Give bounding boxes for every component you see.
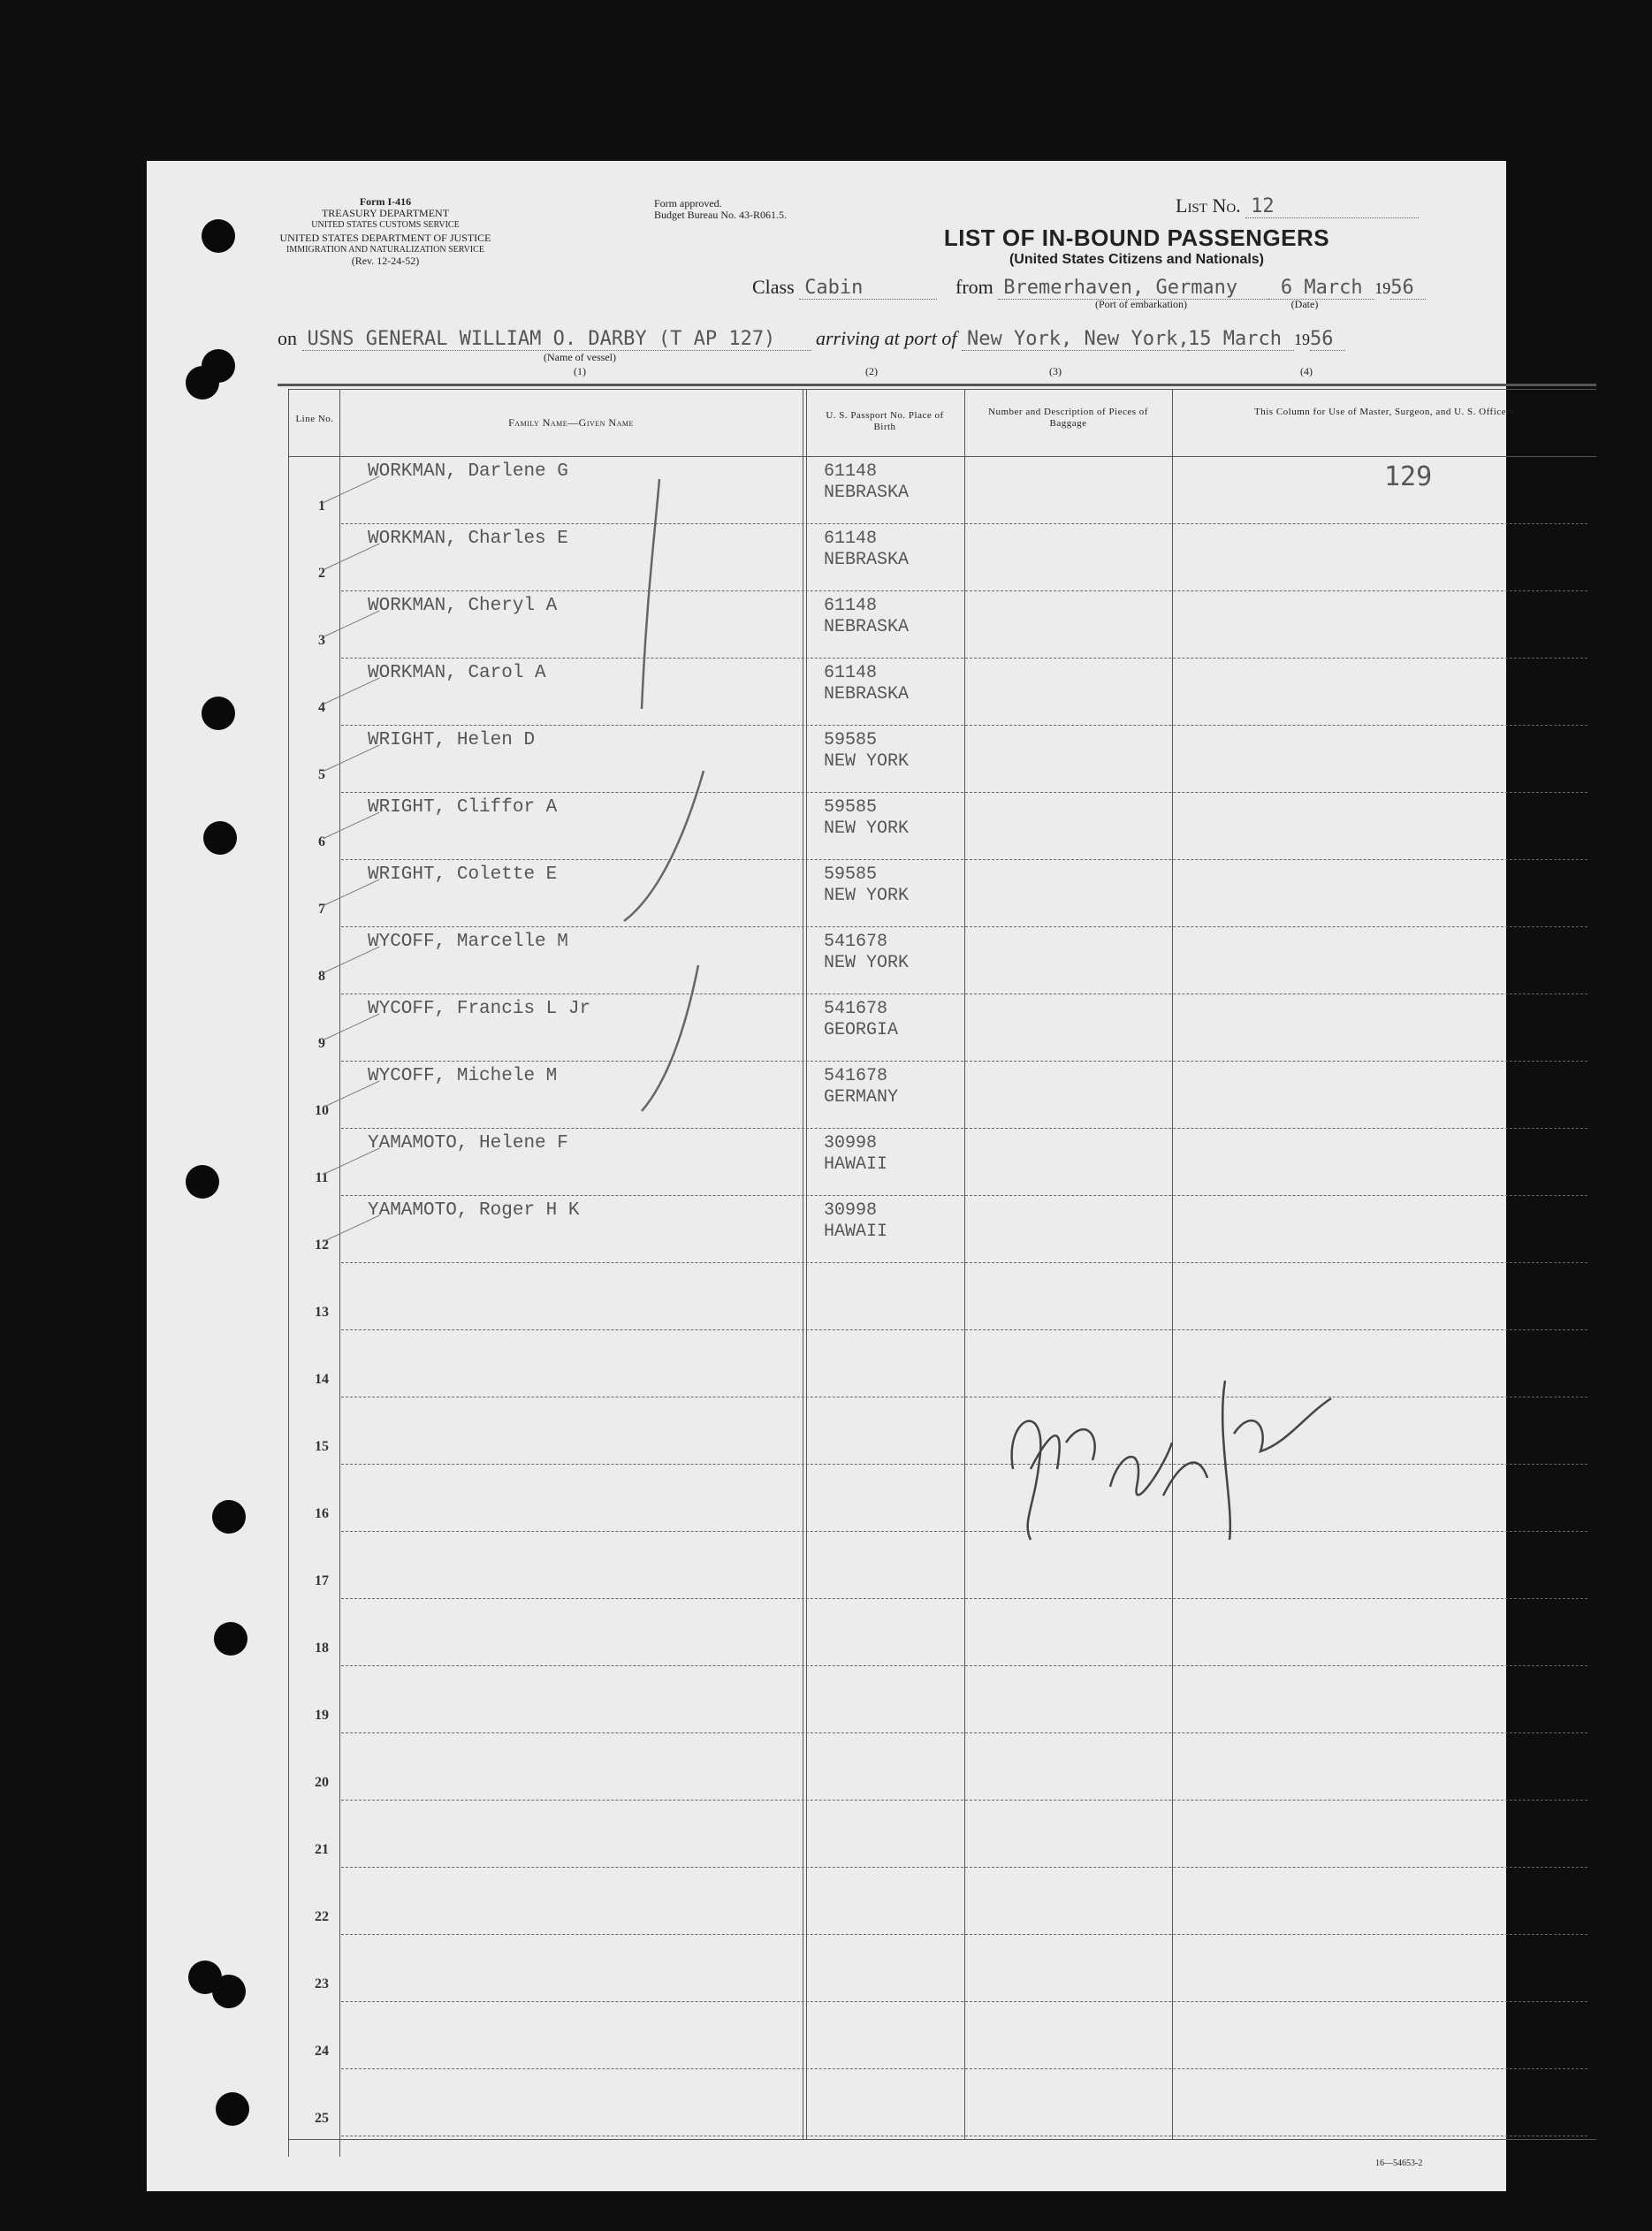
family-name: WRIGHT bbox=[368, 730, 435, 750]
punch-hole bbox=[202, 219, 235, 253]
passenger-name: WORKMAN, Charles E bbox=[368, 529, 568, 549]
line-number: 25 bbox=[315, 2111, 329, 2126]
passport-number: 30998 bbox=[824, 1133, 878, 1154]
given-name: Helen D bbox=[456, 730, 536, 750]
family-name: WORKMAN bbox=[368, 529, 446, 549]
family-name: YAMAMOTO bbox=[368, 1200, 457, 1221]
arrival-port: New York, New York, bbox=[962, 328, 1188, 351]
line-number: 11 bbox=[315, 1170, 329, 1185]
line-number: 10 bbox=[315, 1103, 329, 1118]
line-number: 24 bbox=[315, 2044, 329, 2059]
on-label: on bbox=[278, 327, 297, 349]
pencil-tick-3 bbox=[642, 965, 698, 1111]
tick-marks bbox=[147, 161, 1506, 2191]
manifest-page bbox=[147, 161, 1514, 2191]
family-name: WORKMAN bbox=[368, 461, 446, 482]
line-number: 1 bbox=[318, 499, 325, 514]
given-name: Marcelle M bbox=[456, 932, 568, 952]
passenger-name: WRIGHT, Colette E bbox=[368, 864, 558, 885]
col-header-line-no: Line No. bbox=[295, 414, 334, 424]
list-number-label: List No. bbox=[1176, 194, 1241, 217]
birthplace: NEBRASKA bbox=[824, 483, 910, 503]
passport-number: 30998 bbox=[824, 1200, 878, 1221]
passenger-name: WYCOFF, Marcelle M bbox=[368, 932, 568, 952]
customs-service: UNITED STATES CUSTOMS SERVICE bbox=[311, 220, 460, 230]
pencil-tick-2 bbox=[624, 771, 704, 921]
departure-date: 6 March bbox=[1268, 277, 1374, 300]
given-name: Helene F bbox=[479, 1133, 568, 1154]
birthplace: HAWAII bbox=[824, 1154, 888, 1175]
class-label: Class bbox=[752, 276, 795, 298]
birthplace: GERMANY bbox=[824, 1087, 899, 1108]
line-number: 6 bbox=[318, 834, 325, 849]
passport-number: 61148 bbox=[824, 461, 878, 482]
punch-hole bbox=[212, 1975, 246, 2008]
col-ref-1: (1) bbox=[574, 365, 586, 377]
col-ref-4: (4) bbox=[1300, 365, 1313, 377]
line-number: 3 bbox=[318, 633, 325, 648]
passenger-name: WORKMAN, Darlene G bbox=[368, 461, 568, 482]
passport-number: 59585 bbox=[824, 730, 878, 750]
passenger-name: YAMAMOTO, Roger H K bbox=[368, 1200, 580, 1221]
given-name: Cliffor A bbox=[456, 797, 558, 818]
treasury-dept: TREASURY DEPARTMENT bbox=[321, 207, 450, 219]
punch-hole bbox=[212, 1500, 246, 1534]
punch-hole bbox=[216, 2092, 249, 2126]
given-name: Francis L Jr bbox=[456, 999, 591, 1019]
line-number: 4 bbox=[318, 700, 325, 715]
passenger-name: WRIGHT, Helen D bbox=[368, 730, 536, 750]
birthplace: HAWAII bbox=[824, 1222, 888, 1242]
col-header-baggage: Number and Description of Pieces of Baggage bbox=[988, 407, 1148, 429]
ins-service: IMMIGRATION AND NATURALIZATION SERVICE bbox=[286, 245, 484, 255]
family-name: WYCOFF bbox=[368, 999, 435, 1019]
year-prefix: 19 bbox=[1374, 279, 1391, 297]
line-number: 21 bbox=[315, 1842, 329, 1857]
birthplace: NEW YORK bbox=[824, 953, 910, 973]
given-name: Charles E bbox=[468, 529, 568, 549]
line-number: 2 bbox=[318, 566, 325, 581]
line-number: 19 bbox=[315, 1708, 329, 1723]
list-number-value: 12 bbox=[1245, 195, 1419, 218]
passport-number: 59585 bbox=[824, 797, 878, 818]
passenger-name: WYCOFF, Francis L Jr bbox=[368, 999, 591, 1019]
given-name: Darlene G bbox=[468, 461, 568, 482]
birthplace: NEBRASKA bbox=[824, 684, 910, 704]
revision-date: (Rev. 12-24-52) bbox=[351, 255, 420, 267]
officer-count: 129 bbox=[1384, 461, 1433, 492]
birthplace: NEBRASKA bbox=[824, 550, 910, 570]
given-name: Carol A bbox=[468, 663, 546, 683]
col-ref-3: (3) bbox=[1049, 365, 1062, 377]
given-name: Colette E bbox=[456, 864, 558, 885]
passport-number: 541678 bbox=[824, 999, 888, 1019]
punch-hole bbox=[186, 1165, 219, 1199]
form-number: Form I-416 bbox=[359, 195, 412, 208]
col-header-passport: U. S. Passport No. Place of Birth bbox=[826, 410, 944, 432]
budget-bureau: Budget Bureau No. 43-R061.5. bbox=[654, 209, 787, 221]
passport-number: 541678 bbox=[824, 1066, 888, 1086]
col-header-name: Family Name—Given Name bbox=[508, 416, 634, 429]
from-label: from bbox=[955, 276, 993, 298]
line-number: 5 bbox=[318, 767, 325, 782]
passport-number: 61148 bbox=[824, 596, 878, 616]
line-number: 18 bbox=[315, 1641, 329, 1656]
punch-hole bbox=[202, 697, 235, 730]
family-name: YAMAMOTO bbox=[368, 1133, 457, 1154]
embark-caption: (Port of embarkation) bbox=[1095, 298, 1187, 310]
passenger-name: WYCOFF, Michele M bbox=[368, 1066, 558, 1086]
form-approved: Form approved. bbox=[654, 197, 722, 209]
vessel-name: USNS GENERAL WILLIAM O. DARBY (T AP 127) bbox=[302, 328, 811, 351]
passport-number: 61148 bbox=[824, 529, 878, 549]
family-name: WYCOFF bbox=[368, 1066, 435, 1086]
line-number: 14 bbox=[315, 1372, 329, 1387]
family-name: WORKMAN bbox=[368, 663, 446, 683]
line-number: 13 bbox=[315, 1305, 329, 1320]
arrival-date: 15 March bbox=[1188, 328, 1294, 351]
given-name: Roger H K bbox=[479, 1200, 580, 1221]
footer-code: 16—54653-2 bbox=[1375, 2159, 1423, 2168]
line-number: 17 bbox=[315, 1573, 329, 1588]
line-number: 22 bbox=[315, 1909, 329, 1924]
officer-signature bbox=[995, 1363, 1367, 1557]
line-number: 9 bbox=[318, 1036, 325, 1051]
passenger-name: YAMAMOTO, Helene F bbox=[368, 1133, 568, 1154]
line-number: 8 bbox=[318, 969, 325, 984]
date-caption: (Date) bbox=[1290, 298, 1319, 310]
passenger-name: WRIGHT, Cliffor A bbox=[368, 797, 558, 818]
passport-number: 541678 bbox=[824, 932, 888, 952]
line-number: 20 bbox=[315, 1775, 329, 1790]
vessel-caption: (Name of vessel) bbox=[544, 351, 616, 363]
departure-year: 56 bbox=[1390, 277, 1426, 300]
justice-dept: UNITED STATES DEPARTMENT OF JUSTICE bbox=[279, 232, 491, 244]
given-name: Michele M bbox=[456, 1066, 558, 1086]
passenger-name: WORKMAN, Cheryl A bbox=[368, 596, 558, 616]
col-ref-2: (2) bbox=[865, 365, 878, 377]
line-number: 12 bbox=[315, 1237, 329, 1253]
passenger-name: WORKMAN, Carol A bbox=[368, 663, 546, 683]
embarkation-port: Bremerhaven, Germany bbox=[998, 277, 1268, 300]
class-value: Cabin bbox=[799, 277, 937, 300]
punch-hole bbox=[203, 821, 237, 855]
birthplace: NEW YORK bbox=[824, 751, 910, 772]
passport-number: 59585 bbox=[824, 864, 878, 885]
punch-hole bbox=[214, 1622, 247, 1656]
family-name: WORKMAN bbox=[368, 596, 446, 616]
birthplace: GEORGIA bbox=[824, 1020, 899, 1040]
page-subtitle: (United States Citizens and Nationals) bbox=[1009, 252, 1265, 267]
family-name: WRIGHT bbox=[368, 864, 435, 885]
line-number: 16 bbox=[315, 1506, 329, 1521]
arrival-year: 56 bbox=[1310, 328, 1345, 351]
passport-number: 61148 bbox=[824, 663, 878, 683]
pencil-tick-1 bbox=[642, 479, 659, 709]
given-name: Cheryl A bbox=[468, 596, 558, 616]
line-number: 15 bbox=[315, 1439, 329, 1454]
family-name: WRIGHT bbox=[368, 797, 435, 818]
birthplace: NEW YORK bbox=[824, 886, 910, 906]
birthplace: NEW YORK bbox=[824, 819, 910, 839]
arriving-label: arriving at port of bbox=[816, 327, 957, 349]
birthplace: NEBRASKA bbox=[824, 617, 910, 637]
punch-hole bbox=[186, 366, 219, 400]
family-name: WYCOFF bbox=[368, 932, 435, 952]
page-title: LIST OF IN-BOUND PASSENGERS bbox=[943, 225, 1330, 251]
line-number: 7 bbox=[318, 902, 325, 917]
col-header-officers: This Column for Use of Master, Surgeon, and U. S. Officers bbox=[1254, 407, 1514, 417]
line-number: 23 bbox=[315, 1976, 329, 1991]
arrival-year-prefix: 19 bbox=[1294, 331, 1311, 348]
